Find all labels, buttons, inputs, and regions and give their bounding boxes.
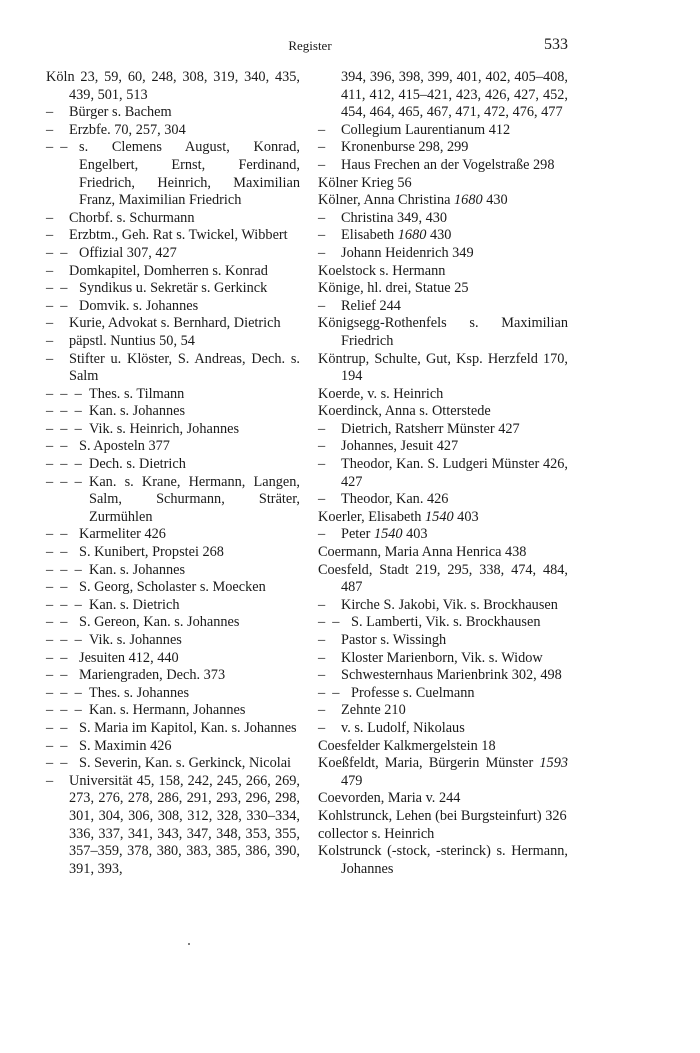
entry-text: Zehnte 210 [341, 702, 406, 719]
entry-text: S. Aposteln 377 [79, 438, 170, 455]
entry-pages: 403 [402, 526, 428, 543]
index-entry [318, 192, 568, 210]
entry-text: päpstl. Nuntius 50, 54 [69, 332, 195, 349]
index-entry [46, 526, 300, 544]
entry-text: Kölner Krieg 56 [318, 174, 412, 191]
dash-marker: – – [46, 667, 68, 684]
entry-pages: 430 [426, 227, 452, 244]
dash-marker: – – – [46, 596, 82, 613]
dash-marker: – – – [46, 420, 82, 437]
index-entry [46, 421, 300, 439]
dash-marker: – [318, 596, 326, 613]
dash-marker: – – [318, 684, 340, 701]
index-entry [318, 438, 568, 456]
index-entry [46, 351, 300, 386]
index-entry [318, 210, 568, 228]
entry-year: 1680 [454, 192, 483, 209]
entry-text: Koelstock s. Hermann [318, 262, 446, 279]
entry-text: Professe s. Cuelmann [351, 684, 475, 701]
index-entry [318, 69, 568, 122]
entry-text: Vik. s. Johannes [89, 632, 182, 648]
index-entry [318, 720, 568, 738]
entry-text: Domkapitel, Domherren s. Konrad [69, 262, 268, 279]
entry-text: Schwesternhaus Marienbrink 302, 498 [341, 667, 562, 684]
index-entry [318, 386, 568, 404]
entry-text: Koerler, Elisabeth [318, 508, 422, 525]
index-entry [318, 175, 568, 193]
entry-text: Christina 349, 430 [341, 209, 448, 226]
index-entry [46, 650, 300, 668]
index-entry [318, 544, 568, 562]
entry-text: Erzbtm., Geh. Rat s. Twickel, Wibbert [69, 227, 288, 244]
dash-marker: – [318, 632, 326, 648]
entry-year: 1680 [397, 227, 427, 244]
entry-text: Theodor, Kan. 426 [341, 491, 449, 508]
running-title: Register [288, 38, 332, 53]
index-entry [318, 843, 568, 878]
index-entry [318, 298, 568, 316]
dash-marker: – [318, 526, 326, 543]
entry-text: Haus Frechen an der Vogelstraße 298 [341, 156, 555, 173]
dash-marker: – – [46, 544, 68, 561]
index-entry [46, 245, 300, 263]
index-entry [318, 808, 568, 826]
dash-marker: – – [46, 438, 68, 455]
index-entry [318, 738, 568, 756]
index-entry [318, 122, 568, 140]
dash-marker: – – [46, 280, 68, 297]
entry-text: Kan. s. Johannes [89, 561, 186, 578]
entry-text: S. Severin, Kan. s. Gerkinck, Nicolai [79, 755, 292, 772]
entry-text: Kloster Marienborn, Vik. s. Widow [341, 649, 543, 666]
index-entry [318, 315, 568, 350]
dash-marker: – – [46, 737, 68, 754]
entry-text: Relief 244 [341, 297, 401, 314]
entry-text: 394, 396, 398, 399, 401, 402, 405–408, 411, 412, 415–421, 423, 426, 427, 452, 454, 464, 465, 467, 471, 472, 476, 477 [341, 69, 568, 121]
index-entry [318, 685, 568, 703]
index-entry [46, 685, 300, 703]
index-entry [46, 456, 300, 474]
dash-marker: – [318, 244, 326, 261]
index-entry [46, 69, 300, 104]
index-entry [46, 122, 300, 140]
entry-year: 1540 [425, 508, 454, 525]
entry-text: Koeßfeldt, Maria, Bürgerin Münster [318, 755, 534, 772]
dash-marker: – – [46, 139, 68, 156]
entry-text: Kölner, Anna Christina [318, 192, 451, 209]
entry-text: Collegium Laurentianum 412 [341, 121, 511, 138]
entry-text: Köntrup, Schulte, Gut, Ksp. Herzfeld 170, 194 [318, 350, 568, 385]
entry-text: Domvik. s. Johannes [79, 297, 199, 314]
index-entry [318, 597, 568, 615]
entry-text: Stifter u. Klöster, S. Andreas, Dech. s. Salm [69, 350, 300, 385]
entry-text: S. Maria im Kapitol, Kan. s. Johannes [79, 719, 297, 736]
index-entry [318, 526, 568, 544]
index-entry [46, 227, 300, 245]
dash-marker: – [318, 139, 326, 156]
entry-text: Bürger s. Bachem [69, 104, 172, 121]
entry-pages: 479 [341, 772, 363, 789]
index-entry [46, 755, 300, 773]
index-entry [318, 667, 568, 685]
page-mark [188, 943, 190, 945]
dash-marker: – [318, 491, 326, 508]
dash-marker: – [46, 262, 54, 279]
dash-marker: – – – [46, 456, 82, 473]
index-entry [318, 790, 568, 808]
index-entry [46, 720, 300, 738]
entry-text: v. s. Ludolf, Nikolaus [341, 719, 465, 736]
entry-pages: 403 [453, 508, 479, 525]
index-entry [318, 456, 568, 491]
page-number: 533 [544, 36, 568, 53]
dash-marker: – [318, 227, 326, 244]
entry-text: Dietrich, Ratsherr Münster 427 [341, 420, 520, 437]
dash-marker: – – [46, 297, 68, 314]
index-entry [318, 826, 568, 844]
dash-marker: – – – [46, 473, 82, 490]
entry-text: Kan. s. Krane, Hermann, Langen, Salm, Schurmann, Sträter, Zurmühlen [89, 473, 300, 525]
dash-marker: – – [46, 649, 68, 666]
dash-marker: – [318, 438, 326, 455]
index-entry [318, 280, 568, 298]
dash-marker: – [46, 227, 54, 244]
entry-text: collector s. Heinrich [318, 825, 435, 842]
entry-text: Coesfeld, Stadt 219, 295, 338, 474, 484, 487 [318, 561, 568, 596]
dash-marker: – – [46, 526, 68, 543]
entry-text: Koerdinck, Anna s. Otterstede [318, 403, 491, 420]
index-entry [46, 263, 300, 281]
index-entry [318, 227, 568, 245]
index-entry [318, 614, 568, 632]
dash-marker: – [318, 702, 326, 719]
dash-marker: – – [46, 244, 68, 261]
dash-marker: – [318, 156, 326, 173]
right-index-column [318, 69, 568, 878]
index-entry [318, 139, 568, 157]
dash-marker: – [318, 121, 326, 138]
dash-marker: – – – [46, 684, 82, 701]
index-entry [46, 702, 300, 720]
entry-text: Chorbf. s. Schurmann [69, 209, 195, 226]
dash-marker: – – [46, 579, 68, 596]
dash-marker: – [318, 719, 326, 736]
index-entry [46, 562, 300, 580]
entry-text: Thes. s. Johannes [89, 684, 190, 701]
dash-marker: – – [318, 614, 340, 631]
index-entry [46, 614, 300, 632]
entry-text: Johannes, Jesuit 427 [341, 438, 459, 455]
dash-marker: – – – [46, 385, 82, 402]
index-entry [46, 315, 300, 333]
entry-text: Peter [341, 526, 371, 543]
index-entry [46, 667, 300, 685]
index-entry [46, 544, 300, 562]
index-entry [318, 403, 568, 421]
index-entry [318, 263, 568, 281]
entry-text: S. Maximin 426 [79, 737, 172, 754]
entry-text: Dech. s. Dietrich [89, 456, 186, 473]
entry-text: Coesfelder Kalkmergelstein 18 [318, 737, 496, 754]
dash-marker: – – – [46, 403, 82, 420]
index-entry [46, 579, 300, 597]
index-entry [46, 773, 300, 879]
entry-text: Köln 23, 59, 60, 248, 308, 319, 340, 435, 439, 501, 513 [46, 69, 300, 103]
entry-text: Coevorden, Maria v. 244 [318, 790, 461, 807]
entry-text: Pastor s. Wissingh [341, 632, 447, 648]
index-entry [46, 333, 300, 351]
index-entry [46, 632, 300, 650]
entry-text: Kolstrunck (-stock, -sterinck) s. Hermann, Johannes [318, 843, 568, 877]
index-entry [46, 139, 300, 209]
entry-text: Kronenburse 298, 299 [341, 139, 469, 156]
index-entry [46, 403, 300, 421]
dash-marker: – – [46, 755, 68, 772]
index-entry [318, 245, 568, 263]
dash-marker: – – – [46, 702, 82, 719]
entry-text: Johann Heidenrich 349 [341, 244, 474, 261]
entry-text: Erzbfe. 70, 257, 304 [69, 121, 186, 138]
dash-marker: – [318, 420, 326, 437]
index-entry [318, 702, 568, 720]
entry-text: Elisabeth [341, 227, 395, 244]
dash-marker: – – – [46, 561, 82, 578]
entry-year: 1540 [373, 526, 403, 543]
entry-text: Könige, hl. drei, Statue 25 [318, 280, 469, 297]
index-entry [318, 491, 568, 509]
entry-year: 1593 [539, 755, 568, 772]
index-entry [46, 597, 300, 615]
dash-marker: – – [46, 614, 68, 631]
index-entry [318, 351, 568, 386]
entry-text: Kan. s. Johannes [89, 403, 186, 420]
dash-marker: – [318, 209, 326, 226]
index-entry [318, 632, 568, 650]
index-entry [46, 298, 300, 316]
index-entry [318, 421, 568, 439]
dash-marker: – [46, 104, 54, 121]
dash-marker: – – [46, 719, 68, 736]
entry-text: Syndikus u. Sekretär s. Gerkinck [79, 280, 268, 297]
index-entry [318, 755, 568, 790]
entry-text: Kan. s. Hermann, Johannes [89, 702, 246, 719]
entry-text: Kurie, Advokat s. Bernhard, Dietrich [69, 315, 281, 332]
index-entry [46, 210, 300, 228]
entry-text: Vik. s. Heinrich, Johannes [89, 420, 240, 437]
entry-text: Thes. s. Tilmann [89, 385, 185, 402]
dash-marker: – [46, 332, 54, 349]
dash-marker: – [318, 297, 326, 314]
entry-text: S. Lamberti, Vik. s. Brockhausen [351, 614, 541, 631]
index-entry [318, 509, 568, 527]
entry-text: Karmeliter 426 [79, 526, 166, 543]
entry-text: Mariengraden, Dech. 373 [79, 667, 226, 684]
index-entry [46, 474, 300, 527]
dash-marker: – [318, 456, 326, 473]
entry-text: Kan. s. Dietrich [89, 596, 180, 613]
entry-text: S. Gereon, Kan. s. Johannes [79, 614, 240, 631]
index-entry [46, 386, 300, 404]
entry-text: Königsegg-Rothenfels s. Maximilian Friedrich [318, 315, 568, 349]
dash-marker: – [46, 209, 54, 226]
entry-text: Universität 45, 158, 242, 245, 266, 269, 273, 276, 278, 286, 291, 293, 296, 298, 301, 304, 306, 308, 312, 328, 330–334, 336, 337, 341, 343, 347, 348, 353, 355, 357–359, 378, 380, 383, 385, 386, 390, 391, 393, [69, 772, 300, 877]
entry-text: Kirche S. Jakobi, Vik. s. Brockhausen [341, 596, 558, 613]
dash-marker: – [318, 667, 326, 684]
entry-text: S. Kunibert, Propstei 268 [79, 544, 224, 561]
entry-text: Theodor, Kan. S. Ludgeri Münster 426, 427 [341, 456, 568, 490]
dash-marker: – [46, 315, 54, 332]
dash-marker: – [46, 772, 54, 789]
index-entry [46, 738, 300, 756]
index-entry [318, 650, 568, 668]
index-entry [46, 438, 300, 456]
entry-text: Kohlstrunck, Lehen (bei Burgsteinfurt) 326 [318, 807, 567, 824]
entry-text: s. Clemens August, Konrad, Engelbert, Ernst, Ferdinand, Friedrich, Heinrich, Maximilian Franz, Maximilian Friedrich [79, 139, 300, 209]
index-entry [46, 104, 300, 122]
dash-marker: – [46, 350, 54, 367]
entry-text: Offizial 307, 427 [79, 244, 177, 261]
dash-marker: – [318, 649, 326, 666]
entry-text: S. Georg, Scholaster s. Moecken [79, 579, 266, 596]
entry-text: Coermann, Maria Anna Henrica 438 [318, 544, 527, 561]
entry-pages: 430 [482, 192, 508, 209]
entry-text: Jesuiten 412, 440 [79, 649, 179, 666]
entry-text: Koerde, v. s. Heinrich [318, 385, 444, 402]
index-entry [318, 562, 568, 597]
index-entry [318, 157, 568, 175]
left-index-column [46, 69, 300, 878]
dash-marker: – [46, 121, 54, 138]
index-entry [46, 280, 300, 298]
dash-marker: – – – [46, 632, 82, 648]
